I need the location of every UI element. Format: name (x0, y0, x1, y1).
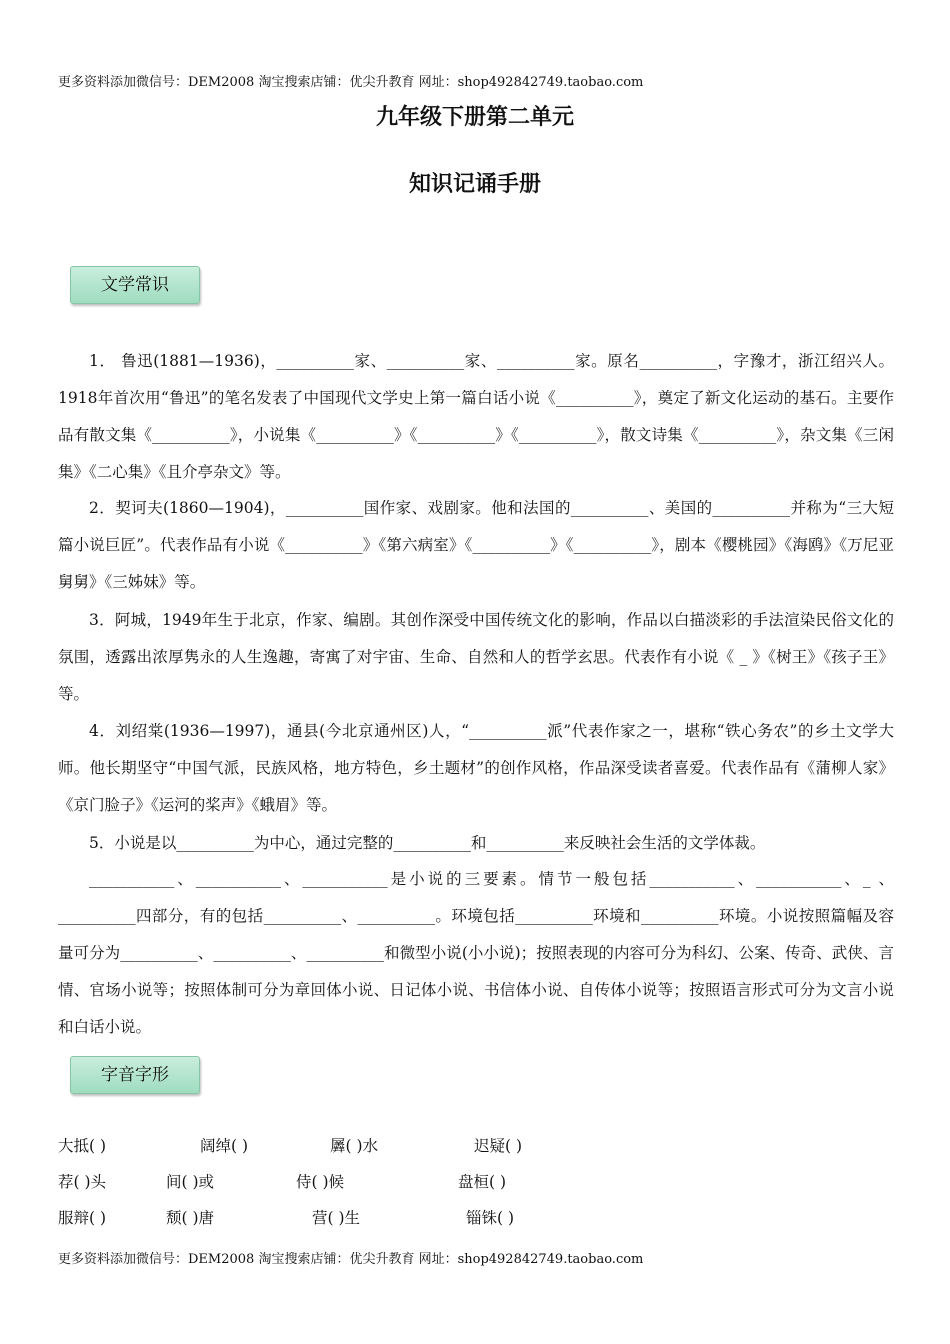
page-title: 九年级下册第二单元 (375, 104, 574, 130)
vocab-item: 服辩( ) (58, 1209, 107, 1227)
page-subtitle: 知识记诵手册 (408, 171, 541, 197)
paragraph-chekhov (58, 490, 894, 601)
vocab-item: 颓( )唐 (166, 1209, 215, 1227)
vocab-item: 侍( )候 (296, 1173, 345, 1191)
paragraph-luxun (58, 343, 894, 491)
paragraph-text: ___________、___________、___________是小说的三要素。情节一般包括___________、___________、_ 、__________四部分，有的包括__________、__________。环境包括__________环境和__________环境。小说按照篇幅及容量可分为__________、__________、__________和微型小说(小小说)；按照表现的内容可分为科幻、公案、传奇、武侠、言情、官场小说等；按照体制可分为章回体小说、日记体小说、书信体小说、自传体小说等；按照语言形式可分为文言小说和白话小说。 (58, 870, 894, 1036)
vocab-item: 迟疑( ) (474, 1137, 523, 1155)
vocab-item: 阔绰( ) (200, 1137, 249, 1155)
vocab-item: 锱铢( ) (466, 1209, 515, 1227)
paragraph-novel-elements (58, 861, 894, 1046)
vocab-item: 间( )或 (166, 1173, 215, 1191)
vocab-item: 羼( )水 (330, 1137, 379, 1155)
section-label-literary-knowledge: 文学常识 (70, 266, 200, 304)
vocab-item: 大抵( ) (58, 1137, 107, 1155)
paragraph-text: 4．刘绍棠(1936—1997)，通县(今北京通州区)人，“__________派”代表作家之一，堪称“铁心务农”的乡土文学大师。他长期坚守“中国气派，民族风格，地方特色，乡土题材”的创作风格，作品深受读者喜爱。代表作品有《蒲柳人家》《京门脸子》《运河的桨声》《蛾眉》等。 (58, 722, 894, 814)
footer-watermark-line: 更多资料添加微信号：DEM2008 淘宝搜索店铺：优尖升教育 网址：shop492842749.taobao.com (58, 1252, 644, 1267)
section-label-pronunciation-writing: 字音字形 (70, 1056, 200, 1094)
vocab-item: 荐( )头 (58, 1173, 107, 1191)
paragraph-liushaotang (58, 713, 894, 824)
vocab-item: 营( )生 (312, 1209, 361, 1227)
paragraph-novel-definition (58, 825, 894, 862)
vocab-item: 盘桓( ) (458, 1173, 507, 1191)
paragraph-acheng (58, 602, 894, 713)
paragraph-text: 5．小说是以__________为中心，通过完整的__________和__________来反映社会生活的文学体裁。 (89, 834, 766, 852)
paragraph-text: 3．阿城，1949年生于北京，作家、编剧。其创作深受中国传统文化的影响，作品以白描淡彩的手法渲染民俗文化的氛围，透露出浓厚隽永的人生逸趣，寄寓了对宇宙、生命、自然和人的哲学玄思。代表作有小说《 _ 》《树王》《孩子王》等。 (58, 611, 894, 703)
paragraph-text: 1． 鲁迅(1881—1936)，__________家、__________家、__________家。原名__________，字豫才，浙江绍兴人。1918年首次用“鲁迅”的笔名发表了中国现代文学史上第一篇白话小说《__________》，奠定了新文化运动的基石。主要作品有散文集《__________》，小说集《__________》《__________》《__________》，散文诗集《__________》，杂文集《三闲集》《二心集》《且介亭杂文》等。 (58, 352, 894, 481)
paragraph-text: 2．契诃夫(1860—1904)，__________国作家、戏剧家。他和法国的__________、美国的__________并称为“三大短篇小说巨匠”。代表作品有小说《__________》《第六病室》《__________》《__________》，剧本《樱桃园》《海鸥》《万尼亚舅舅》《三姊妹》等。 (58, 499, 894, 591)
header-watermark-line: 更多资料添加微信号：DEM2008 淘宝搜索店铺：优尖升教育 网址：shop492842749.taobao.com (58, 75, 644, 90)
